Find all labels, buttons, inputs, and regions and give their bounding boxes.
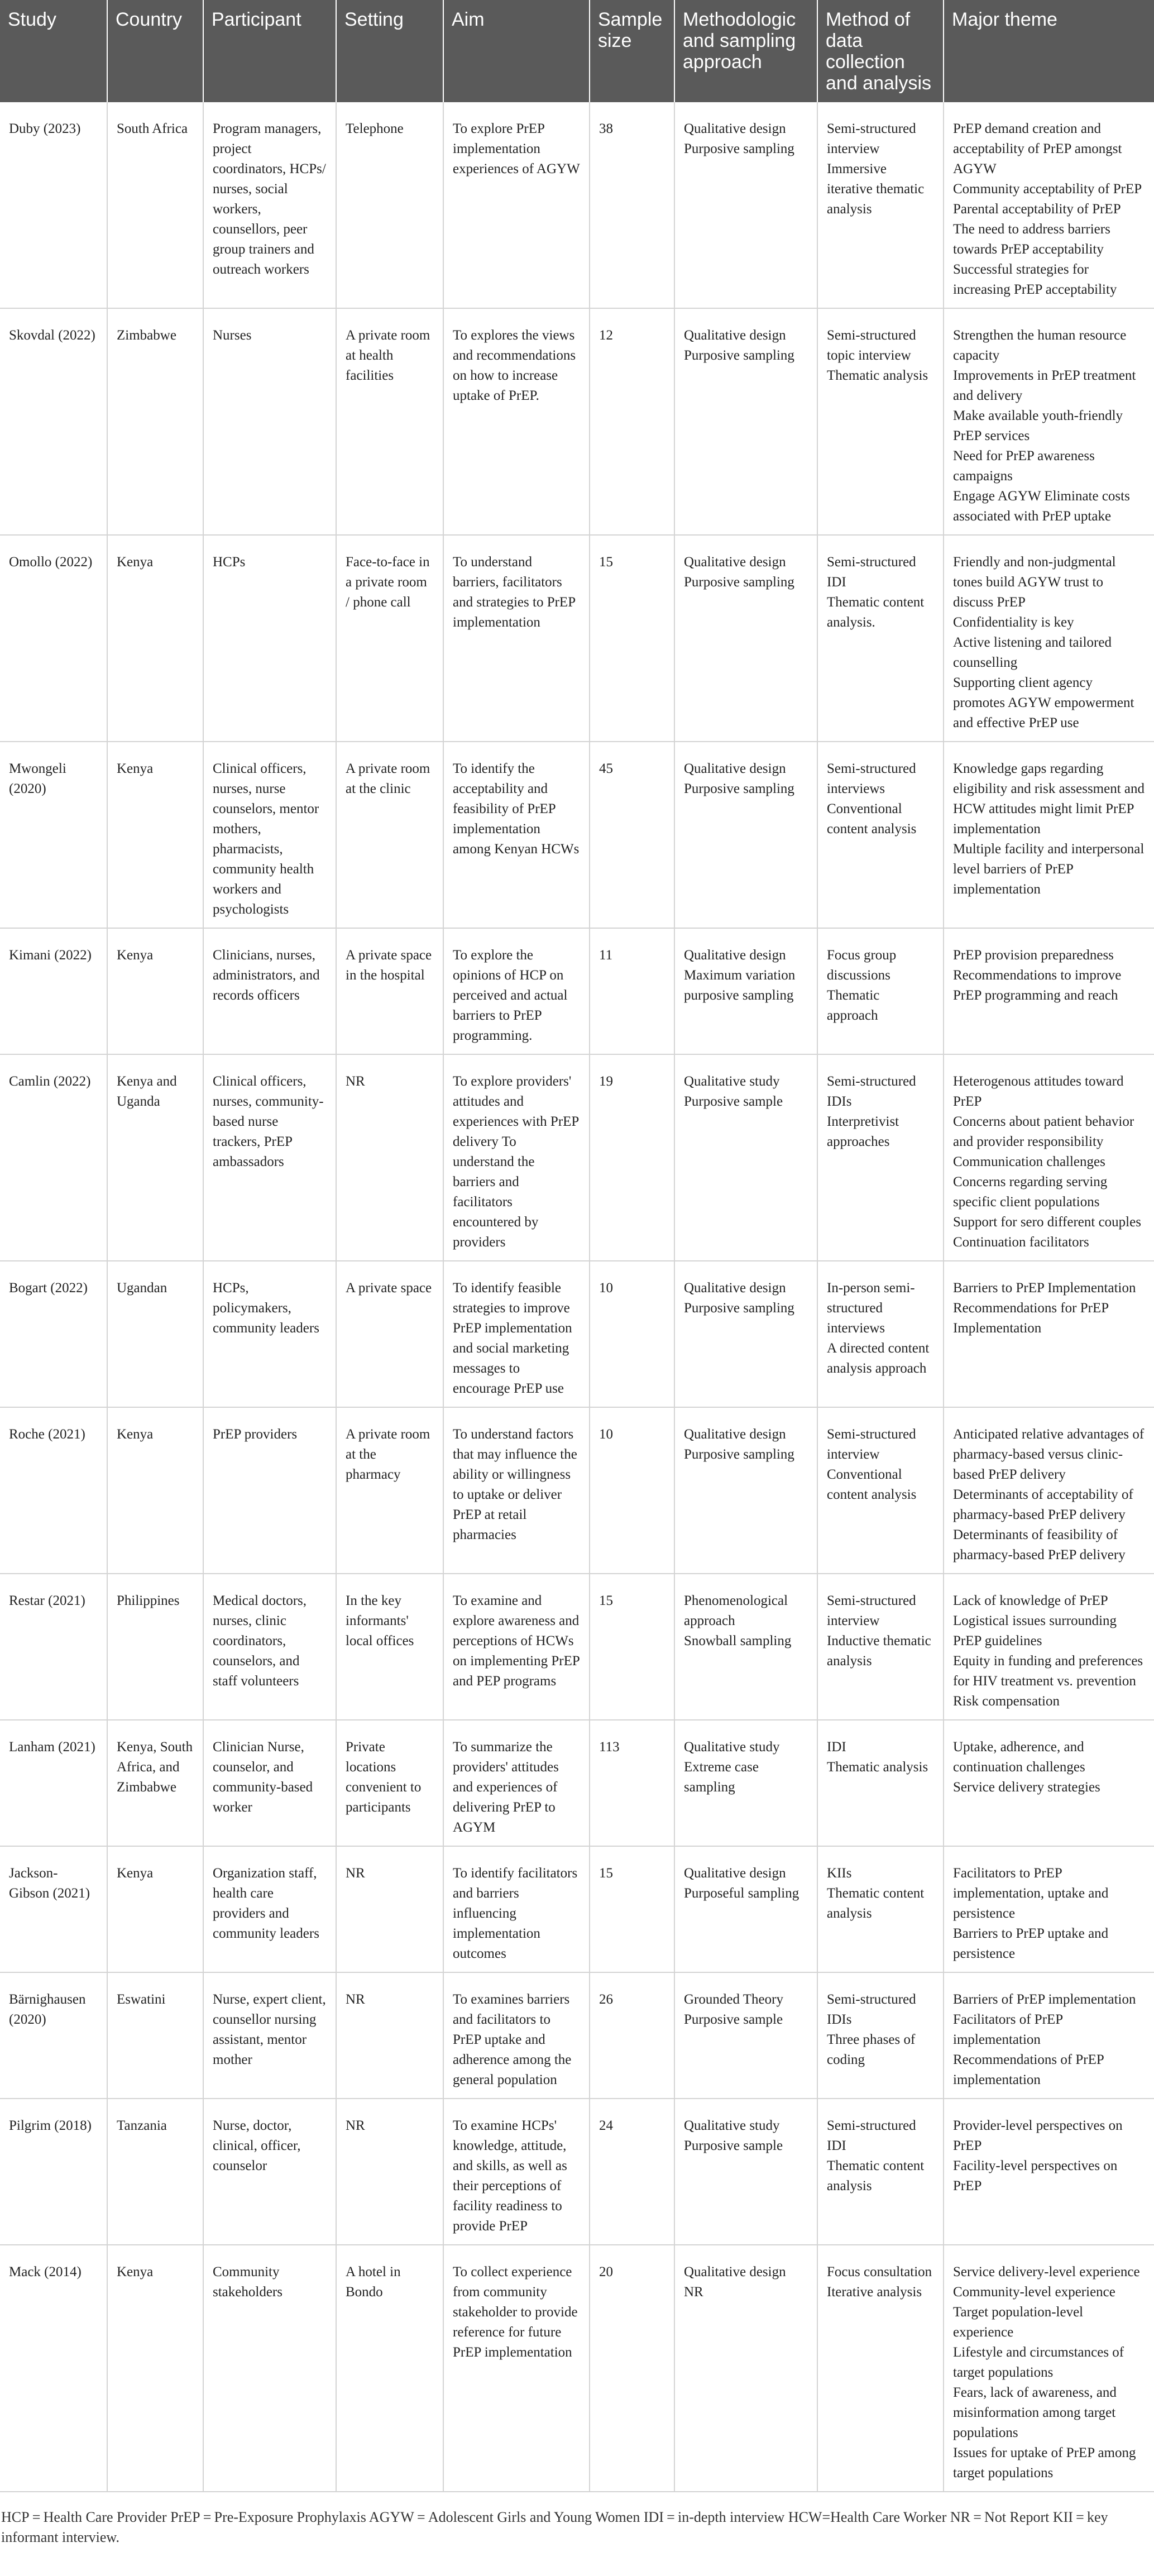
aim-cell: To identify facilitators and barriers influencing implementation outcomes [443, 1846, 590, 1972]
header-study: Study [0, 0, 107, 102]
study-cell: Omollo (2022) [0, 535, 107, 742]
collection-cell-line: Thematic content analysis. [827, 595, 925, 630]
setting-cell: Face-to-face in a private room / phone call [336, 535, 443, 742]
method-cell-line: Purposive sample [684, 1094, 783, 1109]
method-cell-line: Qualitative study [684, 1739, 780, 1755]
theme-cell-line: Barriers of PrEP implementation [953, 1992, 1136, 2007]
method-cell [674, 2245, 817, 2492]
theme-cell-line: Lack of knowledge of PrEP [953, 1593, 1108, 1608]
collection-cell-line: Inductive thematic analysis [827, 1633, 931, 1669]
method-cell-line: Qualitative study [684, 2118, 780, 2133]
table-row [0, 1972, 1154, 2099]
study-cell: Kimani (2022) [0, 928, 107, 1054]
collection-cell-line: Semi-structured IDI [827, 2118, 916, 2153]
sample-size-cell: 15 [590, 535, 674, 742]
sample-size-cell: 26 [590, 1972, 674, 2099]
aim-cell: To examine HCPs' knowledge, attitude, and skills, as well as their perceptions of facility readiness to provide PrEP [443, 2099, 590, 2245]
setting-cell: A private room at the clinic [336, 742, 443, 928]
method-cell [674, 1054, 817, 1261]
sample-size-cell: 38 [590, 102, 674, 308]
collection-cell-line: Semi-structured interview [827, 1593, 916, 1628]
table-row [0, 1846, 1154, 1972]
method-cell [674, 2099, 817, 2245]
theme-cell [944, 1261, 1154, 1407]
theme-cell-line: Recommendations to improve PrEP programming and reach [953, 968, 1122, 1003]
method-cell [674, 1574, 817, 1720]
method-cell-line: Extreme case sampling [684, 1760, 759, 1795]
theme-cell [944, 2099, 1154, 2245]
participant-cell: Nurses [203, 308, 336, 535]
sample-size-cell: 45 [590, 742, 674, 928]
theme-cell-line: Need for PrEP awareness campaigns [953, 448, 1095, 484]
study-cell: Bogart (2022) [0, 1261, 107, 1407]
method-cell-line: Purposive sampling [684, 348, 794, 363]
country-cell: Kenya [107, 1846, 203, 1972]
method-cell-line: Snowball sampling [684, 1633, 792, 1648]
collection-cell-line: IDI [827, 1739, 846, 1755]
header-setting: Setting [336, 0, 443, 102]
country-cell: Kenya [107, 928, 203, 1054]
theme-cell-line: Service delivery strategies [953, 1780, 1100, 1795]
method-cell-line: Qualitative design [684, 555, 786, 570]
method-cell [674, 535, 817, 742]
collection-cell [817, 2245, 944, 2492]
method-cell-line: Purposive sampling [684, 1301, 794, 1316]
country-cell: Kenya [107, 1407, 203, 1574]
collection-cell-line: A directed content analysis approach [827, 1341, 930, 1376]
table-row [0, 928, 1154, 1054]
method-cell [674, 928, 817, 1054]
header-sample-size: Sample size [590, 0, 674, 102]
setting-cell: NR [336, 1846, 443, 1972]
method-cell [674, 1261, 817, 1407]
aim-cell: To explore providers' attitudes and experiences with PrEP delivery To understand the barriers and facilitators encountered by providers [443, 1054, 590, 1261]
table-row [0, 1261, 1154, 1407]
method-cell-line: Qualitative design [684, 761, 786, 776]
method-cell-line: Qualitative design [684, 2264, 786, 2279]
theme-cell-line: Supporting client agency promotes AGYW empowerment and effective PrEP use [953, 675, 1134, 730]
theme-cell-line: Provider-level perspectives on PrEP [953, 2118, 1123, 2153]
theme-cell-line: Confidentiality is key [953, 615, 1074, 630]
participant-cell: Clinical officers, nurses, community-based nurse trackers, PrEP ambassadors [203, 1054, 336, 1261]
method-cell-line: NR [684, 2285, 703, 2300]
theme-cell-line: Continuation facilitators [953, 1235, 1089, 1250]
participant-cell: Organization staff, health care providers and community leaders [203, 1846, 336, 1972]
theme-cell-line: Community-level experience [953, 2285, 1115, 2300]
collection-cell [817, 1846, 944, 1972]
setting-cell: A private room at the pharmacy [336, 1407, 443, 1574]
method-cell [674, 102, 817, 308]
collection-cell [817, 308, 944, 535]
theme-cell-line: Communication challenges [953, 1154, 1105, 1169]
method-cell [674, 1407, 817, 1574]
theme-cell-line: Successful strategies for increasing PrEP acceptability [953, 262, 1117, 297]
country-cell: Ugandan [107, 1261, 203, 1407]
method-cell-line: Qualitative design [684, 121, 786, 136]
header-participant: Participant [203, 0, 336, 102]
table-body [0, 102, 1154, 2492]
study-cell: Pilgrim (2018) [0, 2099, 107, 2245]
participant-cell: PrEP providers [203, 1407, 336, 1574]
header-aim: Aim [443, 0, 590, 102]
sample-size-cell: 10 [590, 1261, 674, 1407]
theme-cell-line: Service delivery-level experience [953, 2264, 1140, 2279]
setting-cell: A private space in the hospital [336, 928, 443, 1054]
collection-cell [817, 1054, 944, 1261]
theme-cell-line: Target population-level experience [953, 2305, 1084, 2340]
theme-cell-line: Determinants of feasibility of pharmacy-based PrEP delivery [953, 1527, 1126, 1562]
collection-cell-line: Conventional content analysis [827, 1467, 917, 1502]
method-cell-line: Purposive sample [684, 2012, 783, 2027]
header-major-theme: Major theme [944, 0, 1154, 102]
theme-cell [944, 742, 1154, 928]
sample-size-cell: 15 [590, 1574, 674, 1720]
participant-cell: HCPs, policymakers, community leaders [203, 1261, 336, 1407]
method-cell-line: Qualitative design [684, 1866, 786, 1881]
setting-cell: NR [336, 1972, 443, 2099]
theme-cell [944, 1972, 1154, 2099]
method-cell-line: Purposive sampling [684, 781, 794, 796]
setting-cell: Telephone [336, 102, 443, 308]
setting-cell: A private room at health facilities [336, 308, 443, 535]
theme-cell-line: Support for sero different couples [953, 1215, 1141, 1230]
sample-size-cell: 11 [590, 928, 674, 1054]
theme-cell-line: Barriers to PrEP Implementation [953, 1280, 1136, 1296]
sample-size-cell: 10 [590, 1407, 674, 1574]
collection-cell-line: Semi-structured interviews [827, 761, 916, 796]
method-cell [674, 308, 817, 535]
method-cell-line: Purposeful sampling [684, 1886, 799, 1901]
theme-cell [944, 535, 1154, 742]
theme-cell-line: Logistical issues surrounding PrEP guidelines [953, 1613, 1117, 1648]
theme-cell-line: The need to address barriers towards PrEP acceptability [953, 222, 1110, 257]
theme-cell-line: Recommendations of PrEP implementation [953, 2052, 1104, 2087]
collection-cell [817, 1261, 944, 1407]
study-cell: Restar (2021) [0, 1574, 107, 1720]
collection-cell [817, 1972, 944, 2099]
country-cell: Zimbabwe [107, 308, 203, 535]
study-cell: Mack (2014) [0, 2245, 107, 2492]
method-cell-line: Qualitative design [684, 1280, 786, 1296]
sample-size-cell: 24 [590, 2099, 674, 2245]
theme-cell-line: Equity in funding and preferences for HIV treatment vs. prevention [953, 1653, 1143, 1689]
setting-cell: A hotel in Bondo [336, 2245, 443, 2492]
table-row [0, 308, 1154, 535]
theme-cell [944, 308, 1154, 535]
theme-cell-line: Lifestyle and circumstances of target populations [953, 2345, 1124, 2380]
theme-cell [944, 2245, 1154, 2492]
collection-cell-line: Iterative analysis [827, 2285, 922, 2300]
collection-cell-line: Semi-structured IDI [827, 555, 916, 590]
collection-cell-line: Three phases of coding [827, 2032, 916, 2067]
header-row [0, 0, 1154, 102]
aim-cell: To summarize the providers' attitudes and experiences of delivering PrEP to AGYM [443, 1720, 590, 1846]
aim-cell: To explore PrEP implementation experiences of AGYW [443, 102, 590, 308]
participant-cell: Medical doctors, nurses, clinic coordinators, counselors, and staff volunteers [203, 1574, 336, 1720]
table-row [0, 2245, 1154, 2492]
collection-cell-line: Thematic analysis [827, 1760, 928, 1775]
study-cell: Skovdal (2022) [0, 308, 107, 535]
collection-cell-line: Interpretivist approaches [827, 1114, 899, 1149]
aim-cell: To collect experience from community stakeholder to provide reference for future PrEP implementation [443, 2245, 590, 2492]
study-cell: Mwongeli (2020) [0, 742, 107, 928]
method-cell [674, 1720, 817, 1846]
theme-cell [944, 102, 1154, 308]
collection-cell-line: Focus group discussions [827, 948, 897, 983]
collection-cell [817, 2099, 944, 2245]
theme-cell [944, 1720, 1154, 1846]
theme-cell [944, 1407, 1154, 1574]
study-cell: Bärnighausen (2020) [0, 1972, 107, 2099]
method-cell-line: Purposive sampling [684, 1447, 794, 1462]
method-cell-line: Phenomenological approach [684, 1593, 788, 1628]
country-cell: Kenya and Uganda [107, 1054, 203, 1261]
theme-cell-line: Improvements in PrEP treatment and delivery [953, 368, 1136, 403]
country-cell: Tanzania [107, 2099, 203, 2245]
theme-cell-line: Facility-level perspectives on PrEP [953, 2158, 1118, 2193]
method-cell-line: Purposive sampling [684, 141, 794, 156]
method-cell-line: Purposive sample [684, 2138, 783, 2153]
aim-cell: To examines barriers and facilitators to PrEP uptake and adherence among the general population [443, 1972, 590, 2099]
method-cell-line: Qualitative design [684, 1427, 786, 1442]
sample-size-cell: 15 [590, 1846, 674, 1972]
theme-cell-line: Fears, lack of awareness, and misinformation among target populations [953, 2385, 1117, 2440]
participant-cell: Nurse, doctor, clinical, officer, counselor [203, 2099, 336, 2245]
collection-cell-line: Semi-structured IDIs [827, 1992, 916, 2027]
collection-cell [817, 102, 944, 308]
collection-cell-line: In-person semi-structured interviews [827, 1280, 915, 1336]
setting-cell: NR [336, 1054, 443, 1261]
collection-cell-line: KIIs [827, 1866, 852, 1881]
sample-size-cell: 113 [590, 1720, 674, 1846]
setting-cell: In the key informants' local offices [336, 1574, 443, 1720]
setting-cell: A private space [336, 1261, 443, 1407]
aim-cell: To understand factors that may influence the ability or willingness to uptake or deliver PrEP at retail pharmacies [443, 1407, 590, 1574]
theme-cell-line: Anticipated relative advantages of pharmacy-based versus clinic-based PrEP delivery [953, 1427, 1145, 1482]
method-cell [674, 742, 817, 928]
aim-cell: To identify feasible strategies to improve PrEP implementation and social marketing messages to encourage PrEP use [443, 1261, 590, 1407]
country-cell: Eswatini [107, 1972, 203, 2099]
header-methodologic-approach: Methodologic and sampling approach [674, 0, 817, 102]
collection-cell [817, 742, 944, 928]
header-country: Country [107, 0, 203, 102]
collection-cell-line: Semi-structured IDIs [827, 1074, 916, 1109]
theme-cell-line: Issues for uptake of PrEP among target populations [953, 2445, 1136, 2481]
collection-cell-line: Focus consultation [827, 2264, 932, 2279]
participant-cell: Nurse, expert client, counsellor nursing assistant, mentor mother [203, 1972, 336, 2099]
aim-cell: To explores the views and recommendations on how to increase uptake of PrEP. [443, 308, 590, 535]
table-row [0, 535, 1154, 742]
theme-cell-line: Engage AGYW Eliminate costs associated with PrEP uptake [953, 489, 1130, 524]
participant-cell: Program managers, project coordinators, HCPs/ nurses, social workers, counsellors, peer group trainers and outreach workers [203, 102, 336, 308]
theme-cell-line: Determinants of acceptability of pharmacy-based PrEP delivery [953, 1487, 1133, 1522]
theme-cell [944, 1054, 1154, 1261]
table-row [0, 1407, 1154, 1574]
method-cell [674, 1846, 817, 1972]
table-row [0, 742, 1154, 928]
theme-cell-line: Barriers to PrEP uptake and persistence [953, 1926, 1109, 1961]
collection-cell [817, 1407, 944, 1574]
collection-cell [817, 1574, 944, 1720]
theme-cell-line: Facilitators of PrEP implementation [953, 2012, 1063, 2047]
setting-cell: NR [336, 2099, 443, 2245]
theme-cell-line: PrEP demand creation and acceptability of PrEP amongst AGYW [953, 121, 1122, 176]
header-data-collection: Method of data collection and analysis [817, 0, 944, 102]
theme-cell-line: PrEP provision preparedness [953, 948, 1114, 963]
method-cell [674, 1972, 817, 2099]
theme-cell-line: Strengthen the human resource capacity [953, 328, 1127, 363]
study-cell: Duby (2023) [0, 102, 107, 308]
theme-cell-line: Concerns about patient behavior and provider responsibility [953, 1114, 1134, 1149]
participant-cell: HCPs [203, 535, 336, 742]
collection-cell-line: Semi-structured interview [827, 1427, 916, 1462]
setting-cell: Private locations convenient to participants [336, 1720, 443, 1846]
theme-cell-line: Facilitators to PrEP implementation, uptake and persistence [953, 1866, 1109, 1921]
method-cell-line: Qualitative design [684, 948, 786, 963]
aim-cell: To examine and explore awareness and perceptions of HCWs on implementing PrEP and PEP programs [443, 1574, 590, 1720]
collection-cell-line: Semi-structured topic interview [827, 328, 916, 363]
collection-cell-line: Thematic content analysis [827, 2158, 925, 2193]
method-cell-line: Qualitative design [684, 328, 786, 343]
method-cell-line: Maximum variation purposive sampling [684, 968, 796, 1003]
country-cell: Kenya [107, 742, 203, 928]
study-cell: Roche (2021) [0, 1407, 107, 1574]
table-row [0, 1720, 1154, 1846]
theme-cell-line: Active listening and tailored counselling [953, 635, 1112, 670]
aim-cell: To understand barriers, facilitators and strategies to PrEP implementation [443, 535, 590, 742]
table-row [0, 1574, 1154, 1720]
theme-cell-line: Concerns regarding serving specific client populations [953, 1174, 1108, 1210]
collection-cell [817, 1720, 944, 1846]
study-cell: Camlin (2022) [0, 1054, 107, 1261]
sample-size-cell: 12 [590, 308, 674, 535]
theme-cell-line: Heterogenous attitudes toward PrEP [953, 1074, 1124, 1109]
country-cell: Kenya [107, 535, 203, 742]
table-row [0, 1054, 1154, 1261]
country-cell: South Africa [107, 102, 203, 308]
method-cell-line: Qualitative study [684, 1074, 780, 1089]
theme-cell-line: Knowledge gaps regarding eligibility and risk assessment and HCW attitudes might limit PrEP implementation [953, 761, 1145, 837]
sample-size-cell: 19 [590, 1054, 674, 1261]
country-cell: Kenya [107, 2245, 203, 2492]
participant-cell: Clinician Nurse, counselor, and community-based worker [203, 1720, 336, 1846]
collection-cell [817, 928, 944, 1054]
participant-cell: Community stakeholders [203, 2245, 336, 2492]
collection-cell-line: Thematic analysis [827, 368, 928, 383]
collection-cell [817, 535, 944, 742]
table-footnote: HCP = Health Care Provider PrEP = Pre-Exposure Prophylaxis AGYW = Adolescent Girls and Young Women IDI = in-depth interview HCW=Health Care Worker NR = Not Report KII = key informant interview. [1, 2509, 1108, 2545]
method-cell-line: Grounded Theory [684, 1992, 783, 2007]
collection-cell-line: Thematic content analysis [827, 1886, 925, 1921]
aim-cell: To explore the opinions of HCP on perceived and actual barriers to PrEP programming. [443, 928, 590, 1054]
theme-cell [944, 1574, 1154, 1720]
participant-cell: Clinical officers, nurses, nurse counselors, mentor mothers, pharmacists, community health workers and psychologists [203, 742, 336, 928]
theme-cell-line: Make available youth-friendly PrEP services [953, 408, 1123, 443]
sample-size-cell: 20 [590, 2245, 674, 2492]
country-cell: Kenya, South Africa, and Zimbabwe [107, 1720, 203, 1846]
theme-cell-line: Community acceptability of PrEP [953, 181, 1142, 197]
table-row [0, 2099, 1154, 2245]
theme-cell [944, 1846, 1154, 1972]
study-cell: Lanham (2021) [0, 1720, 107, 1846]
aim-cell: To identify the acceptability and feasibility of PrEP implementation among Kenyan HCWs [443, 742, 590, 928]
theme-cell-line: Risk compensation [953, 1694, 1060, 1709]
country-cell: Philippines [107, 1574, 203, 1720]
study-cell: Jackson-Gibson (2021) [0, 1846, 107, 1972]
collection-cell-line: Conventional content analysis [827, 801, 917, 837]
theme-cell-line: Parental acceptability of PrEP [953, 202, 1121, 217]
theme-cell-line: Friendly and non-judgmental tones build AGYW trust to discuss PrEP [953, 555, 1116, 610]
theme-cell-line: Uptake, adherence, and continuation challenges [953, 1739, 1085, 1775]
collection-cell-line: Semi-structured interview [827, 121, 916, 156]
collection-cell-line: Thematic approach [827, 988, 880, 1023]
theme-cell [944, 928, 1154, 1054]
collection-cell-line: Immersive iterative thematic analysis [827, 161, 925, 217]
table-row [0, 102, 1154, 308]
theme-cell-line: Multiple facility and interpersonal level barriers of PrEP implementation [953, 842, 1145, 897]
method-cell-line: Purposive sampling [684, 575, 794, 590]
participant-cell: Clinicians, nurses, administrators, and records officers [203, 928, 336, 1054]
theme-cell-line: Recommendations for PrEP Implementation [953, 1301, 1109, 1336]
